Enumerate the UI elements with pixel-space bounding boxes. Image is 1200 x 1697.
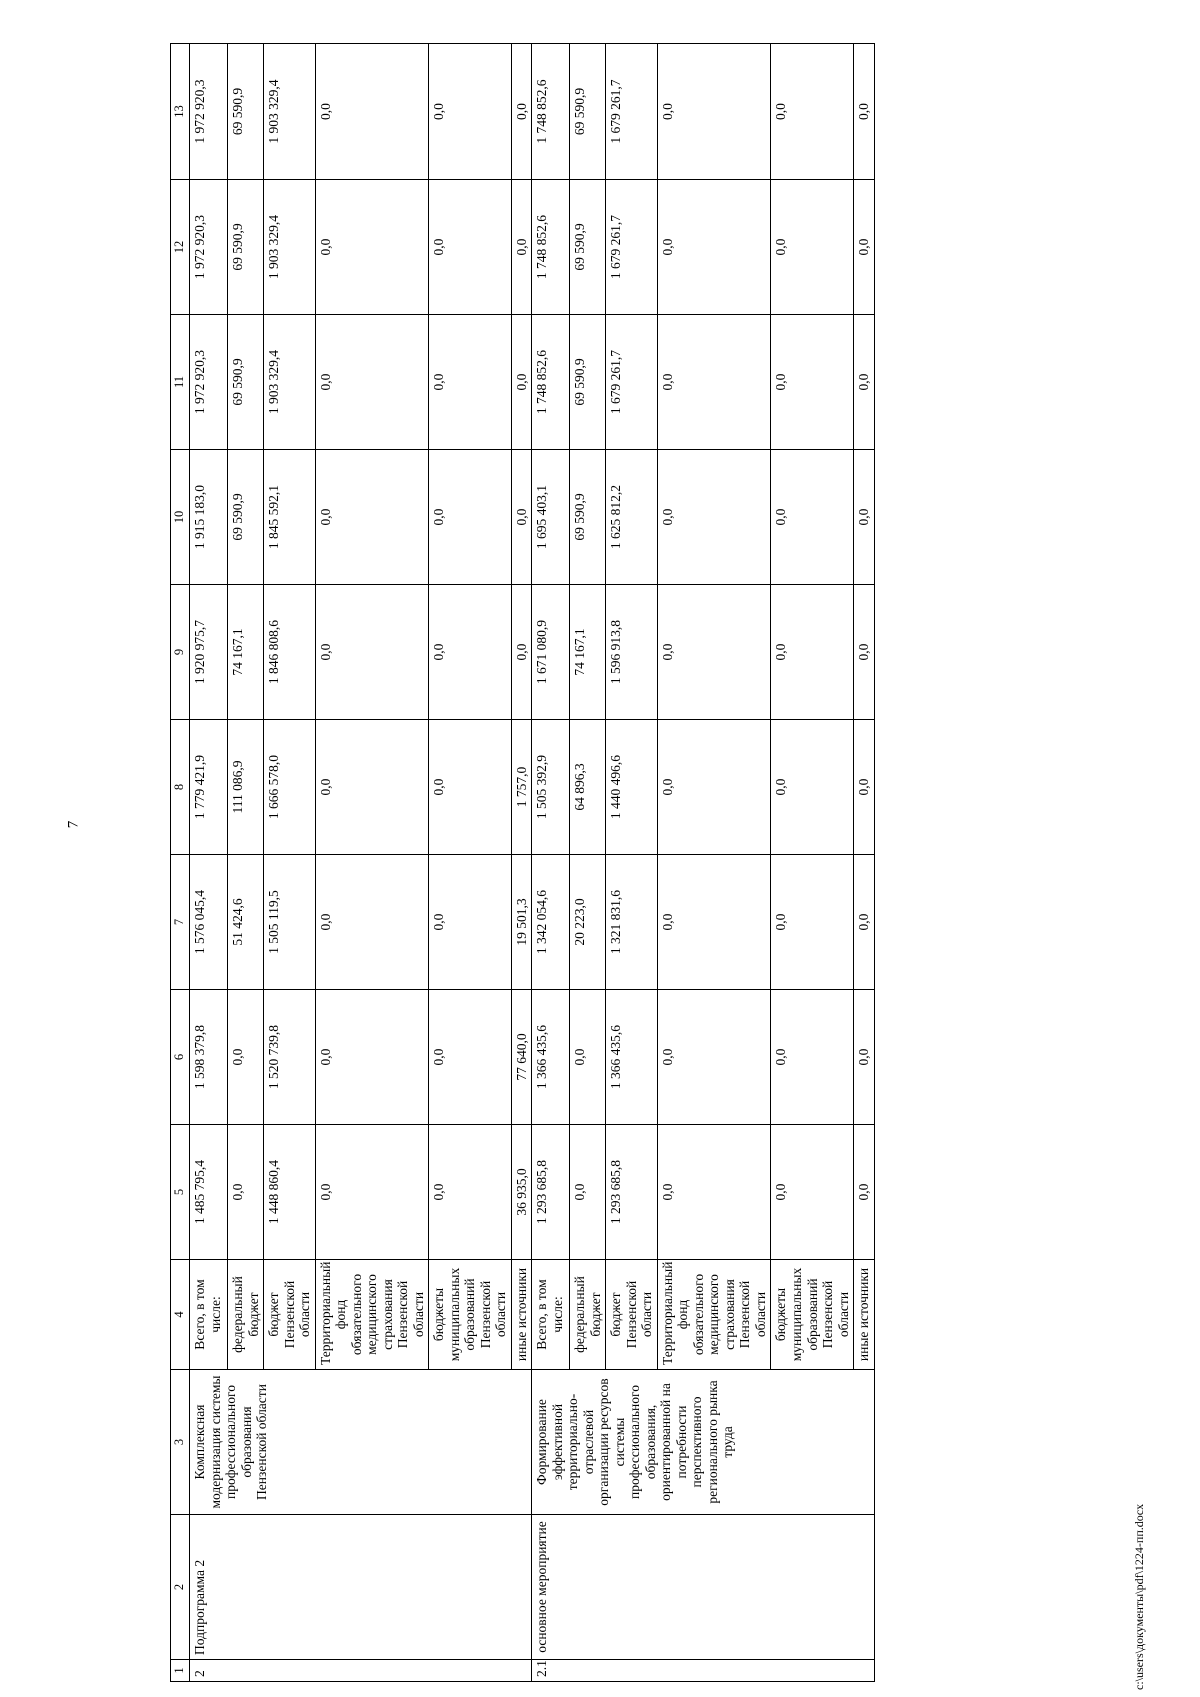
amount-cell: 1 366 435,6 <box>532 990 570 1125</box>
funding-source-cell: иные источники <box>854 1260 875 1370</box>
column-number-header: 11 <box>171 315 190 450</box>
amount-cell: 0,0 <box>771 1125 854 1260</box>
program-level-cell: Подпрограмма 2 <box>190 1515 532 1660</box>
amount-cell: 0,0 <box>771 855 854 990</box>
funding-source-cell: Всего, в том числе: <box>190 1260 228 1370</box>
amount-cell: 1 903 329,4 <box>264 315 316 450</box>
amount-cell: 0,0 <box>429 855 512 990</box>
amount-cell: 1 903 329,4 <box>264 44 316 180</box>
amount-cell: 1 666 578,0 <box>264 720 316 855</box>
amount-cell: 19 501,3 <box>511 855 532 990</box>
amount-cell: 1 679 261,7 <box>606 180 658 315</box>
amount-cell: 0,0 <box>657 855 771 990</box>
amount-cell: 0,0 <box>854 180 875 315</box>
amount-cell: 0,0 <box>511 450 532 585</box>
amount-cell: 1 757,0 <box>511 720 532 855</box>
amount-cell: 1 972 920,3 <box>190 44 228 180</box>
amount-cell: 69 590,9 <box>228 180 264 315</box>
amount-cell: 0,0 <box>228 1125 264 1260</box>
amount-cell: 0,0 <box>657 180 771 315</box>
amount-cell: 0,0 <box>429 450 512 585</box>
amount-cell: 1 293 685,8 <box>606 1125 658 1260</box>
amount-cell: 36 935,0 <box>511 1125 532 1260</box>
amount-cell: 1 748 852,6 <box>532 315 570 450</box>
amount-cell: 69 590,9 <box>570 450 606 585</box>
funding-source-cell: Территориальный фонд обязательного медицинского страхования Пензенской области <box>315 1260 429 1370</box>
column-number-header: 3 <box>171 1370 190 1515</box>
funding-source-cell: федеральный бюджет <box>228 1260 264 1370</box>
amount-cell: 1 596 913,8 <box>606 585 658 720</box>
amount-cell: 0,0 <box>570 990 606 1125</box>
amount-cell: 0,0 <box>315 1125 429 1260</box>
column-number-header: 5 <box>171 1125 190 1260</box>
amount-cell: 0,0 <box>657 990 771 1125</box>
amount-cell: 0,0 <box>771 315 854 450</box>
amount-cell: 1 625 812,2 <box>606 450 658 585</box>
amount-cell: 0,0 <box>429 315 512 450</box>
funding-source-cell: иные источники <box>511 1260 532 1370</box>
amount-cell: 1 695 403,1 <box>532 450 570 585</box>
program-name-cell: Комплексная модернизация системы профессионального образования Пензенской области <box>190 1370 532 1515</box>
page-number: 7 <box>65 820 82 829</box>
amount-cell: 0,0 <box>854 855 875 990</box>
amount-cell: 0,0 <box>315 720 429 855</box>
amount-cell: 0,0 <box>854 315 875 450</box>
amount-cell: 111 086,9 <box>228 720 264 855</box>
funding-source-cell: федеральный бюджет <box>570 1260 606 1370</box>
amount-cell: 1 779 421,9 <box>190 720 228 855</box>
budget-table <box>170 43 875 1682</box>
funding-source-cell: бюджеты муниципальных образований Пензенской области <box>429 1260 512 1370</box>
amount-cell: 0,0 <box>511 315 532 450</box>
amount-cell: 51 424,6 <box>228 855 264 990</box>
amount-cell: 69 590,9 <box>570 44 606 180</box>
amount-cell: 1 972 920,3 <box>190 315 228 450</box>
amount-cell: 0,0 <box>511 585 532 720</box>
amount-cell: 0,0 <box>429 180 512 315</box>
amount-cell: 1 448 860,4 <box>264 1125 316 1260</box>
amount-cell: 1 505 392,9 <box>532 720 570 855</box>
column-number-header: 7 <box>171 855 190 990</box>
amount-cell: 0,0 <box>315 990 429 1125</box>
row-number-cell: 2 <box>190 1660 532 1682</box>
amount-cell: 1 520 739,8 <box>264 990 316 1125</box>
amount-cell: 1 972 920,3 <box>190 180 228 315</box>
amount-cell: 1 598 379,8 <box>190 990 228 1125</box>
table-body <box>171 44 875 1682</box>
amount-cell: 0,0 <box>854 990 875 1125</box>
amount-cell: 0,0 <box>657 44 771 180</box>
amount-cell: 0,0 <box>771 585 854 720</box>
amount-cell: 69 590,9 <box>228 315 264 450</box>
amount-cell: 77 640,0 <box>511 990 532 1125</box>
amount-cell: 0,0 <box>657 585 771 720</box>
amount-cell: 1 748 852,6 <box>532 180 570 315</box>
column-number-header: 8 <box>171 720 190 855</box>
funding-source-cell: бюджет Пензенской области <box>606 1260 658 1370</box>
amount-cell: 0,0 <box>315 585 429 720</box>
amount-cell: 1 903 329,4 <box>264 180 316 315</box>
footer-file-path: c:\users\документы\pdf\1224-пп.docx <box>1132 1503 1146 1690</box>
amount-cell: 0,0 <box>315 855 429 990</box>
amount-cell: 0,0 <box>854 1125 875 1260</box>
amount-cell: 74 167,1 <box>570 585 606 720</box>
amount-cell: 1 485 795,4 <box>190 1125 228 1260</box>
amount-cell: 0,0 <box>771 450 854 585</box>
funding-source-cell: Всего, в том числе: <box>532 1260 570 1370</box>
amount-cell: 0,0 <box>570 1125 606 1260</box>
amount-cell: 0,0 <box>854 44 875 180</box>
amount-cell: 1 748 852,6 <box>532 44 570 180</box>
amount-cell: 0,0 <box>315 44 429 180</box>
amount-cell: 1 846 808,6 <box>264 585 316 720</box>
table-row <box>532 44 570 1682</box>
funding-source-cell: бюджет Пензенской области <box>264 1260 316 1370</box>
amount-cell: 74 167,1 <box>228 585 264 720</box>
table-row <box>190 44 228 1682</box>
column-number-header: 1 <box>171 1660 190 1682</box>
table-header-row <box>171 44 190 1682</box>
amount-cell: 1 679 261,7 <box>606 44 658 180</box>
amount-cell: 69 590,9 <box>570 180 606 315</box>
amount-cell: 0,0 <box>657 450 771 585</box>
amount-cell: 0,0 <box>657 720 771 855</box>
amount-cell: 69 590,9 <box>228 44 264 180</box>
amount-cell: 1 321 831,6 <box>606 855 658 990</box>
program-level-cell: основное мероприятие <box>532 1515 874 1660</box>
amount-cell: 0,0 <box>511 180 532 315</box>
amount-cell: 69 590,9 <box>570 315 606 450</box>
amount-cell: 0,0 <box>771 180 854 315</box>
amount-cell: 0,0 <box>429 720 512 855</box>
amount-cell: 0,0 <box>771 44 854 180</box>
amount-cell: 0,0 <box>228 990 264 1125</box>
funding-source-cell: бюджеты муниципальных образований Пензенской области <box>771 1260 854 1370</box>
column-number-header: 13 <box>171 44 190 180</box>
amount-cell: 0,0 <box>429 44 512 180</box>
column-number-header: 10 <box>171 450 190 585</box>
amount-cell: 0,0 <box>771 720 854 855</box>
funding-source-cell: Территориальный фонд обязательного медицинского страхования Пензенской области <box>657 1260 771 1370</box>
amount-cell: 1 366 435,6 <box>606 990 658 1125</box>
column-number-header: 9 <box>171 585 190 720</box>
amount-cell: 1 505 119,5 <box>264 855 316 990</box>
column-number-header: 2 <box>171 1515 190 1660</box>
amount-cell: 0,0 <box>771 990 854 1125</box>
amount-cell: 1 342 054,6 <box>532 855 570 990</box>
amount-cell: 0,0 <box>854 585 875 720</box>
amount-cell: 1 440 496,6 <box>606 720 658 855</box>
amount-cell: 0,0 <box>854 450 875 585</box>
amount-cell: 0,0 <box>854 720 875 855</box>
amount-cell: 1 915 183,0 <box>190 450 228 585</box>
amount-cell: 1 576 045,4 <box>190 855 228 990</box>
amount-cell: 20 223,0 <box>570 855 606 990</box>
column-number-header: 4 <box>171 1260 190 1370</box>
amount-cell: 64 896,3 <box>570 720 606 855</box>
amount-cell: 1 293 685,8 <box>532 1125 570 1260</box>
amount-cell: 1 679 261,7 <box>606 315 658 450</box>
amount-cell: 0,0 <box>315 315 429 450</box>
amount-cell: 0,0 <box>315 450 429 585</box>
amount-cell: 0,0 <box>429 585 512 720</box>
amount-cell: 0,0 <box>511 44 532 180</box>
amount-cell: 0,0 <box>657 315 771 450</box>
amount-cell: 0,0 <box>315 180 429 315</box>
program-name-cell: Формирование эффективной территориально-отраслевой организации ресурсов системы профессионального образования, ориентированной на потребности перспективного регионального рынка труда <box>532 1370 874 1515</box>
row-number-cell: 2.1 <box>532 1660 874 1682</box>
amount-cell: 1 671 080,9 <box>532 585 570 720</box>
budget-table-sheet <box>170 44 1132 1682</box>
amount-cell: 0,0 <box>429 990 512 1125</box>
amount-cell: 0,0 <box>657 1125 771 1260</box>
amount-cell: 1 845 592,1 <box>264 450 316 585</box>
amount-cell: 1 920 975,7 <box>190 585 228 720</box>
amount-cell: 0,0 <box>429 1125 512 1260</box>
column-number-header: 6 <box>171 990 190 1125</box>
column-number-header: 12 <box>171 180 190 315</box>
amount-cell: 69 590,9 <box>228 450 264 585</box>
